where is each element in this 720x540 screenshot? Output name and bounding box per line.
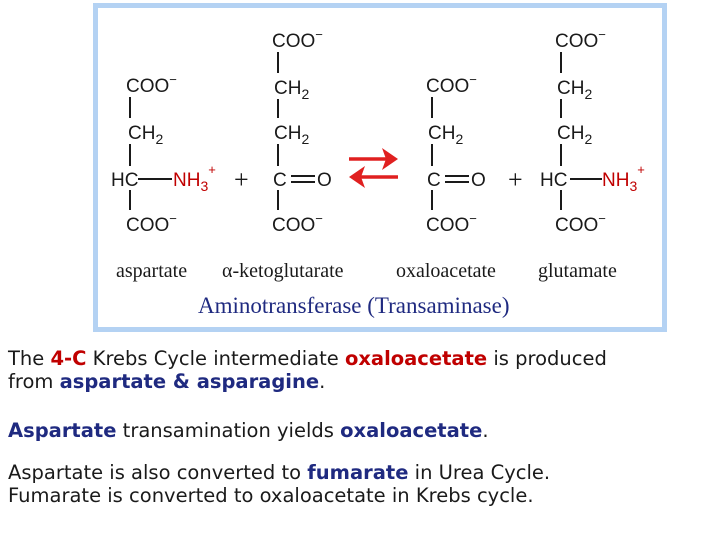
ketoglutarate-coo-top: COO− bbox=[272, 27, 323, 52]
aspartate-coo-top: COO− bbox=[126, 72, 177, 97]
glutamate-coo-bottom: COO− bbox=[555, 211, 606, 236]
aspartate-ch2: $CH_2$ bbox=[128, 123, 164, 147]
equilibrium-arrows bbox=[349, 148, 398, 188]
highlight-oxaloacetate-product: oxaloacetate bbox=[340, 419, 483, 442]
plus-sign-right: + bbox=[508, 165, 523, 194]
aspartate-nh3: $NH_3^+$ bbox=[173, 162, 216, 194]
enzyme-name: Aminotransferase (Transaminase) bbox=[198, 293, 510, 318]
glutamate-hc: HC bbox=[540, 170, 568, 191]
glutamate-structure bbox=[540, 27, 645, 236]
oxaloacetate-coo-bottom: COO− bbox=[426, 211, 477, 236]
ketoglutarate-c: C bbox=[273, 170, 287, 191]
highlight-4c: 4-C bbox=[50, 347, 87, 370]
glutamate-ch2-lower: $CH_2$ bbox=[557, 123, 593, 147]
oxaloacetate-o: O bbox=[471, 170, 486, 191]
ketoglutarate-ch2-upper: $CH_2$ bbox=[274, 78, 310, 102]
highlight-oxaloacetate: oxaloacetate bbox=[344, 347, 488, 370]
ketoglutarate-o: O bbox=[317, 170, 332, 191]
forward-arrow-icon bbox=[349, 148, 398, 170]
label-ketoglutarate: α-ketoglutarate bbox=[222, 260, 344, 282]
paragraph-oxaloacetate-source: The 4-C Krebs Cycle intermediate oxaloacetate is produced from aspartate & asparagine. bbox=[8, 347, 607, 393]
glutamate-nh3: $NH_3^+$ bbox=[602, 162, 645, 194]
label-aspartate: aspartate bbox=[116, 260, 188, 282]
label-oxaloacetate: oxaloacetate bbox=[396, 260, 496, 282]
reverse-arrow-icon bbox=[349, 166, 398, 188]
aspartate-hc: HC bbox=[111, 170, 139, 191]
oxaloacetate-structure bbox=[426, 72, 486, 236]
highlight-aspartate: Aspartate bbox=[8, 419, 117, 442]
label-glutamate: glutamate bbox=[538, 260, 617, 282]
plus-sign-left: + bbox=[234, 165, 249, 194]
oxaloacetate-coo-top: COO− bbox=[426, 72, 477, 97]
highlight-aspartate-asparagine: aspartate & asparagine bbox=[59, 370, 320, 393]
aspartate-coo-bottom: COO− bbox=[126, 211, 177, 236]
ketoglutarate-ch2-lower: $CH_2$ bbox=[274, 123, 310, 147]
aspartate-structure bbox=[111, 72, 216, 236]
glutamate-coo-top: COO− bbox=[555, 27, 606, 52]
highlight-fumarate: fumarate bbox=[307, 461, 409, 484]
ketoglutarate-structure bbox=[272, 27, 332, 236]
paragraph-urea-cycle: Aspartate is also converted to fumarate in Urea Cycle. Fumarate is converted to oxaloacetate in Krebs cycle. bbox=[8, 461, 551, 507]
paragraph-transamination: Aspartate transamination yields oxaloacetate. bbox=[8, 419, 489, 442]
glutamate-ch2-upper: $CH_2$ bbox=[557, 78, 593, 102]
oxaloacetate-ch2: $CH_2$ bbox=[428, 123, 464, 147]
ketoglutarate-coo-bottom: COO− bbox=[272, 211, 323, 236]
oxaloacetate-c: C bbox=[427, 170, 441, 191]
